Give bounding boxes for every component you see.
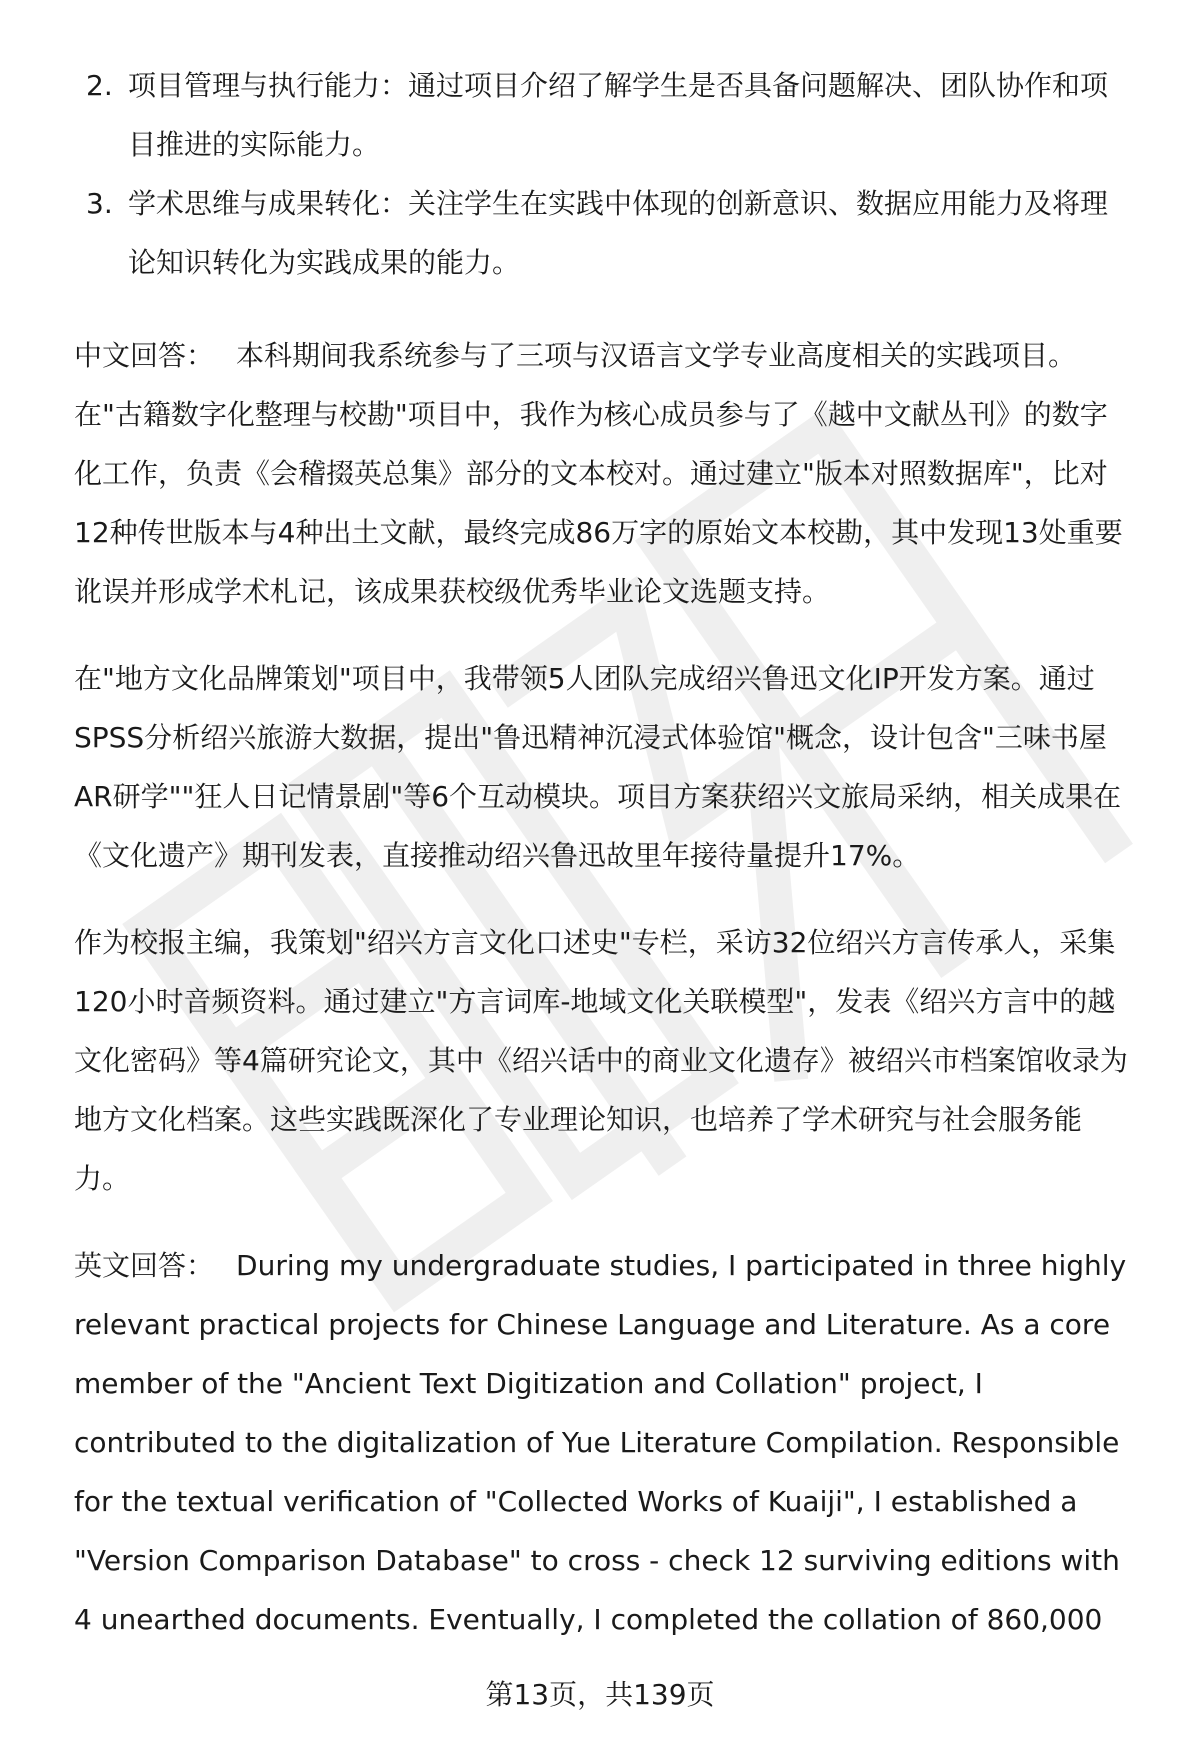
page-content — [74, 56, 1132, 1649]
chinese-answer-paragraph — [74, 326, 1132, 621]
criteria-item — [74, 56, 1132, 174]
criteria-number: 2. — [86, 69, 113, 102]
criteria-number: 3. — [86, 187, 113, 220]
criteria-text: 学术思维与成果转化：关注学生在实践中体现的创新意识、数据应用能力及将理论知识转化为实践成果的能力。 — [128, 187, 1109, 279]
criteria-item — [74, 174, 1132, 292]
criteria-list — [74, 56, 1132, 292]
chinese-answer-label: 中文回答： — [74, 339, 215, 372]
criteria-text: 项目管理与执行能力：通过项目介绍了解学生是否具备问题解决、团队协作和项目推进的实际能力。 — [128, 69, 1109, 161]
paragraph-text: 作为校报主编，我策划"绍兴方言文化口述史"专栏，采访32位绍兴方言传承人，采集120小时音频资料。通过建立"方言词库-地域文化关联模型"，发表《绍兴方言中的越文化密码》等4篇研究论文，其中《绍兴话中的商业文化遗存》被绍兴市档案馆收录为地方文化档案。这些实践既深化了专业理论知识，也培养了学术研究与社会服务能力。 — [74, 926, 1128, 1195]
english-answer-label: 英文回答： — [74, 1249, 215, 1282]
page-number: 第13页，共139页 — [485, 1678, 715, 1711]
chinese-answer-paragraph — [74, 913, 1132, 1208]
paragraph-text: During my undergraduate studies, I participated in three highly relevant practical projects for Chinese Language and Literature. As a core member of the "Ancient Text Digitization and Collation" project, I contributed to the digitalization of Yue Literature Compilation. Responsible for the textual verification of "Collected Works of Kuaiji", I established a "Version Comparison Database" to cross - check 12 surviving editions with 4 unearthed documents. Eventually, I completed the collation of 860,000 — [74, 1249, 1127, 1636]
paragraph-text: 在"地方文化品牌策划"项目中，我带领5人团队完成绍兴鲁迅文化IP开发方案。通过SPSS分析绍兴旅游大数据，提出"鲁迅精神沉浸式体验馆"概念，设计包含"三味书屋AR研学""狂人日记情景剧"等6个互动模块。项目方案获绍兴文旅局采纳，相关成果在《文化遗产》期刊发表，直接推动绍兴鲁迅故里年接待量提升17%。 — [74, 662, 1122, 872]
page-footer — [0, 1675, 1200, 1715]
paragraph-text: 本科期间我系统参与了三项与汉语言文学专业高度相关的实践项目。在"古籍数字化整理与校勘"项目中，我作为核心成员参与了《越中文献丛刊》的数字化工作，负责《会稽掇英总集》部分的文本校对。通过建立"版本对照数据库"，比对12种传世版本与4种出土文献，最终完成86万字的原始文本校勘，其中发现13处重要讹误并形成学术札记，该成果获校级优秀毕业论文选题支持。 — [74, 339, 1123, 608]
english-answer-paragraph — [74, 1236, 1132, 1649]
chinese-answer-paragraph — [74, 649, 1132, 885]
